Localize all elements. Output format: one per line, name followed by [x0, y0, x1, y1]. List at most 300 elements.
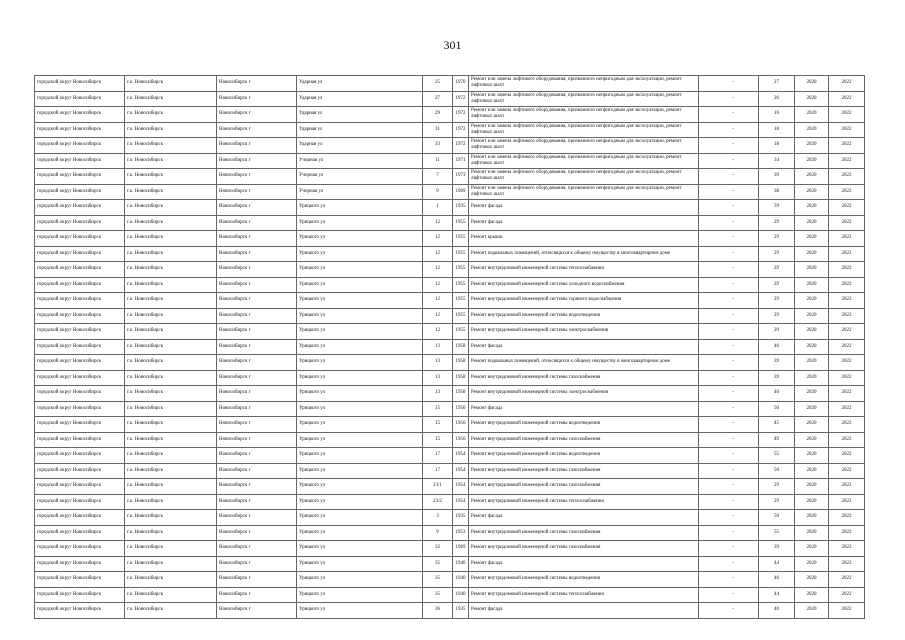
street-cell: Ударная ул — [297, 138, 423, 154]
table-row — [35, 91, 865, 107]
value-cell: 46 — [759, 339, 795, 355]
city-cell: Новосибирск г — [217, 494, 297, 510]
municipality-cell: г.о. Новосибирск — [125, 169, 217, 185]
table-row — [35, 107, 865, 123]
municipality-cell: г.о. Новосибирск — [125, 603, 217, 619]
district-cell: городской округ Новосибирск — [35, 215, 125, 231]
start-year-cell: 2020 — [795, 370, 829, 386]
city-cell: Новосибирск г — [217, 525, 297, 541]
municipality-cell: г.о. Новосибирск — [125, 370, 217, 386]
city-cell: Новосибирск г — [217, 587, 297, 603]
year-built-cell: 1955 — [453, 293, 469, 309]
value-cell: 46 — [759, 572, 795, 588]
work-type-cell: Ремонт внутридомовой инженерной системы газоснабжения — [469, 541, 699, 557]
city-cell: Новосибирск г — [217, 308, 297, 324]
house-number-cell: 23/1 — [423, 479, 453, 495]
table-row — [35, 153, 865, 169]
street-cell: Урицкого ул — [297, 463, 423, 479]
table-row — [35, 386, 865, 402]
city-cell: Новосибирск г — [217, 448, 297, 464]
value-cell: 27 — [759, 76, 795, 92]
start-year-cell: 2020 — [795, 246, 829, 262]
district-cell: городской округ Новосибирск — [35, 153, 125, 169]
city-cell: Новосибирск г — [217, 556, 297, 572]
district-cell: городской округ Новосибирск — [35, 463, 125, 479]
end-year-cell: 2022 — [829, 339, 865, 355]
house-number-cell: 17 — [423, 448, 453, 464]
end-year-cell: 2022 — [829, 510, 865, 526]
end-year-cell: 2022 — [829, 463, 865, 479]
table-row — [35, 122, 865, 138]
house-number-cell: 13 — [423, 386, 453, 402]
work-type-cell: Ремонт крыши — [469, 231, 699, 247]
end-year-cell: 2022 — [829, 293, 865, 309]
year-built-cell: 1972 — [453, 107, 469, 123]
city-cell: Новосибирск г — [217, 386, 297, 402]
municipality-cell: г.о. Новосибирск — [125, 153, 217, 169]
empty-value-cell: - — [699, 432, 759, 448]
street-cell: Урицкого ул — [297, 308, 423, 324]
value-cell: 50 — [759, 401, 795, 417]
district-cell: городской округ Новосибирск — [35, 277, 125, 293]
end-year-cell: 2022 — [829, 572, 865, 588]
city-cell: Новосибирск г — [217, 432, 297, 448]
district-cell: городской округ Новосибирск — [35, 417, 125, 433]
district-cell: городской округ Новосибирск — [35, 184, 125, 200]
work-type-cell: Ремонт внутридомовой инженерной системы водоотведения — [469, 308, 699, 324]
table-row — [35, 231, 865, 247]
year-built-cell: 1954 — [453, 494, 469, 510]
district-cell: городской округ Новосибирск — [35, 401, 125, 417]
city-cell: Новосибирск г — [217, 107, 297, 123]
start-year-cell: 2020 — [795, 107, 829, 123]
city-cell: Новосибирск г — [217, 510, 297, 526]
empty-value-cell: - — [699, 184, 759, 200]
city-cell: Новосибирск г — [217, 262, 297, 278]
street-cell: Урицкого ул — [297, 339, 423, 355]
district-cell: городской округ Новосибирск — [35, 231, 125, 247]
municipality-cell: г.о. Новосибирск — [125, 556, 217, 572]
year-built-cell: 1958 — [453, 386, 469, 402]
street-cell: Урицкого ул — [297, 603, 423, 619]
value-cell: 55 — [759, 525, 795, 541]
empty-value-cell: - — [699, 572, 759, 588]
city-cell: Новосибирск г — [217, 200, 297, 216]
year-built-cell: 1969 — [453, 184, 469, 200]
value-cell: 40 — [759, 386, 795, 402]
value-cell: 16 — [759, 107, 795, 123]
house-number-cell: 12 — [423, 231, 453, 247]
end-year-cell: 2022 — [829, 200, 865, 216]
table-row — [35, 277, 865, 293]
municipality-cell: г.о. Новосибирск — [125, 448, 217, 464]
end-year-cell: 2022 — [829, 231, 865, 247]
work-type-cell: Ремонт подвальных помещений, относящихся к общему имуществу в многоквартирном доме — [469, 246, 699, 262]
house-number-cell: 35 — [423, 572, 453, 588]
year-built-cell: 1969 — [453, 541, 469, 557]
house-number-cell: 32 — [423, 541, 453, 557]
work-type-cell: Ремонт фасада — [469, 215, 699, 231]
empty-value-cell: - — [699, 510, 759, 526]
year-built-cell: 1973 — [453, 169, 469, 185]
city-cell: Новосибирск г — [217, 417, 297, 433]
start-year-cell: 2020 — [795, 324, 829, 340]
start-year-cell: 2020 — [795, 262, 829, 278]
year-built-cell: 1955 — [453, 246, 469, 262]
empty-value-cell: - — [699, 169, 759, 185]
empty-value-cell: - — [699, 370, 759, 386]
empty-value-cell: - — [699, 463, 759, 479]
empty-value-cell: - — [699, 122, 759, 138]
work-type-cell: Ремонт внутридомовой инженерной системы водоотведения — [469, 572, 699, 588]
start-year-cell: 2020 — [795, 587, 829, 603]
value-cell: 29 — [759, 308, 795, 324]
house-number-cell: 12 — [423, 246, 453, 262]
house-number-cell: 33 — [423, 138, 453, 154]
street-cell: Учорная ул — [297, 184, 423, 200]
street-cell: Урицкого ул — [297, 355, 423, 371]
end-year-cell: 2022 — [829, 107, 865, 123]
year-built-cell: 1956 — [453, 401, 469, 417]
year-built-cell: 1971 — [453, 153, 469, 169]
start-year-cell: 2020 — [795, 339, 829, 355]
table-row — [35, 169, 865, 185]
house-number-cell: 13 — [423, 355, 453, 371]
value-cell: 29 — [759, 293, 795, 309]
empty-value-cell: - — [699, 494, 759, 510]
table-row — [35, 76, 865, 92]
value-cell: 26 — [759, 91, 795, 107]
value-cell: 38 — [759, 184, 795, 200]
district-cell: городской округ Новосибирск — [35, 200, 125, 216]
end-year-cell: 2022 — [829, 479, 865, 495]
empty-value-cell: - — [699, 417, 759, 433]
year-built-cell: 1970 — [453, 76, 469, 92]
city-cell: Новосибирск г — [217, 479, 297, 495]
house-number-cell: 3 — [423, 510, 453, 526]
city-cell: Новосибирск г — [217, 215, 297, 231]
empty-value-cell: - — [699, 401, 759, 417]
district-cell: городской округ Новосибирск — [35, 370, 125, 386]
value-cell: 50 — [759, 463, 795, 479]
city-cell: Новосибирск г — [217, 246, 297, 262]
end-year-cell: 2022 — [829, 184, 865, 200]
table-row — [35, 525, 865, 541]
year-built-cell: 1954 — [453, 479, 469, 495]
street-cell: Урицкого ул — [297, 370, 423, 386]
district-cell: городской округ Новосибирск — [35, 525, 125, 541]
end-year-cell: 2022 — [829, 370, 865, 386]
value-cell: 55 — [759, 448, 795, 464]
work-type-cell: Ремонт фасада — [469, 556, 699, 572]
municipality-cell: г.о. Новосибирск — [125, 339, 217, 355]
city-cell: Новосибирск г — [217, 324, 297, 340]
work-type-cell: Ремонт фасада — [469, 603, 699, 619]
municipality-cell: г.о. Новосибирск — [125, 277, 217, 293]
street-cell: Урицкого ул — [297, 448, 423, 464]
year-built-cell: 1955 — [453, 215, 469, 231]
city-cell: Новосибирск г — [217, 184, 297, 200]
start-year-cell: 2020 — [795, 386, 829, 402]
start-year-cell: 2020 — [795, 138, 829, 154]
work-type-cell: Ремонт внутридомовой инженерной системы газоснабжения — [469, 432, 699, 448]
value-cell: 40 — [759, 603, 795, 619]
street-cell: Урицкого ул — [297, 587, 423, 603]
house-number-cell: 12 — [423, 262, 453, 278]
district-cell: городской округ Новосибирск — [35, 339, 125, 355]
year-built-cell: 1940 — [453, 587, 469, 603]
street-cell: Ударная ул — [297, 91, 423, 107]
value-cell: 39 — [759, 355, 795, 371]
municipality-cell: г.о. Новосибирск — [125, 494, 217, 510]
street-cell: Урицкого ул — [297, 215, 423, 231]
table-row — [35, 463, 865, 479]
empty-value-cell: - — [699, 231, 759, 247]
city-cell: Новосибирск г — [217, 122, 297, 138]
year-built-cell: 1953 — [453, 525, 469, 541]
page-number: 301 — [443, 38, 462, 52]
capital-repair-table — [34, 75, 865, 619]
empty-value-cell: - — [699, 603, 759, 619]
value-cell: 44 — [759, 587, 795, 603]
work-type-cell: Ремонт или замена лифтового оборудования, признанного непригодным для эксплуатации, ремонт лифтовых шахт — [469, 107, 699, 123]
district-cell: городской округ Новосибирск — [35, 76, 125, 92]
street-cell: Урицкого ул — [297, 510, 423, 526]
house-number-cell: 15 — [423, 417, 453, 433]
municipality-cell: г.о. Новосибирск — [125, 432, 217, 448]
table-row — [35, 510, 865, 526]
value-cell: 29 — [759, 215, 795, 231]
district-cell: городской округ Новосибирск — [35, 246, 125, 262]
end-year-cell: 2022 — [829, 355, 865, 371]
district-cell: городской округ Новосибирск — [35, 432, 125, 448]
house-number-cell: 9 — [423, 525, 453, 541]
work-type-cell: Ремонт внутридомовой инженерной системы газоснабжения — [469, 525, 699, 541]
start-year-cell: 2020 — [795, 556, 829, 572]
city-cell: Новосибирск г — [217, 541, 297, 557]
value-cell: 45 — [759, 417, 795, 433]
city-cell: Новосибирск г — [217, 339, 297, 355]
value-cell: 39 — [759, 541, 795, 557]
street-cell: Ударная ул — [297, 122, 423, 138]
house-number-cell: 31 — [423, 122, 453, 138]
start-year-cell: 2020 — [795, 293, 829, 309]
district-cell: городской округ Новосибирск — [35, 556, 125, 572]
street-cell: Урицкого ул — [297, 432, 423, 448]
value-cell: 29 — [759, 277, 795, 293]
end-year-cell: 2022 — [829, 277, 865, 293]
table-row — [35, 355, 865, 371]
end-year-cell: 2022 — [829, 494, 865, 510]
city-cell: Новосибирск г — [217, 138, 297, 154]
district-cell: городской округ Новосибирск — [35, 107, 125, 123]
street-cell: Урицкого ул — [297, 494, 423, 510]
house-number-cell: 29 — [423, 107, 453, 123]
start-year-cell: 2020 — [795, 184, 829, 200]
value-cell: 29 — [759, 494, 795, 510]
table-row — [35, 572, 865, 588]
work-type-cell: Ремонт фасада — [469, 401, 699, 417]
house-number-cell: 15 — [423, 432, 453, 448]
work-type-cell: Ремонт подвальных помещений, относящихся к общему имуществу в многоквартирном доме — [469, 355, 699, 371]
empty-value-cell: - — [699, 525, 759, 541]
municipality-cell: г.о. Новосибирск — [125, 510, 217, 526]
empty-value-cell: - — [699, 308, 759, 324]
municipality-cell: г.о. Новосибирск — [125, 401, 217, 417]
table-row — [35, 200, 865, 216]
end-year-cell: 2022 — [829, 138, 865, 154]
year-built-cell: 1958 — [453, 370, 469, 386]
start-year-cell: 2020 — [795, 448, 829, 464]
year-built-cell: 1958 — [453, 355, 469, 371]
end-year-cell: 2022 — [829, 432, 865, 448]
value-cell: 18 — [759, 138, 795, 154]
house-number-cell: 35 — [423, 556, 453, 572]
street-cell: Учорная ул — [297, 153, 423, 169]
district-cell: городской округ Новосибирск — [35, 324, 125, 340]
value-cell: 39 — [759, 169, 795, 185]
year-built-cell: 1972 — [453, 91, 469, 107]
district-cell: городской округ Новосибирск — [35, 169, 125, 185]
district-cell: городской округ Новосибирск — [35, 122, 125, 138]
street-cell: Урицкого ул — [297, 572, 423, 588]
district-cell: городской округ Новосибирск — [35, 572, 125, 588]
start-year-cell: 2020 — [795, 122, 829, 138]
empty-value-cell: - — [699, 107, 759, 123]
municipality-cell: г.о. Новосибирск — [125, 76, 217, 92]
house-number-cell: 36 — [423, 603, 453, 619]
table-row — [35, 184, 865, 200]
value-cell: 39 — [759, 200, 795, 216]
work-type-cell: Ремонт фасада — [469, 510, 699, 526]
empty-value-cell: - — [699, 76, 759, 92]
work-type-cell: Ремонт внутридомовой инженерной системы электроснабжения — [469, 324, 699, 340]
year-built-cell: 1935 — [453, 200, 469, 216]
table-row — [35, 494, 865, 510]
district-cell: городской округ Новосибирск — [35, 293, 125, 309]
table-row — [35, 587, 865, 603]
start-year-cell: 2020 — [795, 277, 829, 293]
municipality-cell: г.о. Новосибирск — [125, 215, 217, 231]
year-built-cell: 1958 — [453, 339, 469, 355]
table-row — [35, 432, 865, 448]
municipality-cell: г.о. Новосибирск — [125, 572, 217, 588]
table-row — [35, 479, 865, 495]
work-type-cell: Ремонт или замена лифтового оборудования, признанного непригодным для эксплуатации, ремонт лифтовых шахт — [469, 169, 699, 185]
start-year-cell: 2020 — [795, 308, 829, 324]
house-number-cell: 35 — [423, 587, 453, 603]
house-number-cell: 13 — [423, 370, 453, 386]
house-number-cell: 17 — [423, 463, 453, 479]
municipality-cell: г.о. Новосибирск — [125, 463, 217, 479]
end-year-cell: 2022 — [829, 448, 865, 464]
municipality-cell: г.о. Новосибирск — [125, 417, 217, 433]
empty-value-cell: - — [699, 541, 759, 557]
work-type-cell: Ремонт или замена лифтового оборудования, признанного непригодным для эксплуатации, ремонт лифтовых шахт — [469, 122, 699, 138]
value-cell: 49 — [759, 432, 795, 448]
house-number-cell: 9 — [423, 184, 453, 200]
end-year-cell: 2022 — [829, 603, 865, 619]
work-type-cell: Ремонт внутридомовой инженерной системы газоснабжения — [469, 479, 699, 495]
municipality-cell: г.о. Новосибирск — [125, 184, 217, 200]
street-cell: Урицкого ул — [297, 541, 423, 557]
work-type-cell: Ремонт или замена лифтового оборудования, признанного непригодным для эксплуатации, ремонт лифтовых шахт — [469, 153, 699, 169]
end-year-cell: 2022 — [829, 386, 865, 402]
start-year-cell: 2020 — [795, 215, 829, 231]
street-cell: Урицкого ул — [297, 401, 423, 417]
work-type-cell: Ремонт внутридомовой инженерной системы водоотведения — [469, 448, 699, 464]
start-year-cell: 2020 — [795, 463, 829, 479]
street-cell: Урицкого ул — [297, 231, 423, 247]
municipality-cell: г.о. Новосибирск — [125, 138, 217, 154]
table-row — [35, 246, 865, 262]
municipality-cell: г.о. Новосибирск — [125, 386, 217, 402]
city-cell: Новосибирск г — [217, 370, 297, 386]
table-row — [35, 417, 865, 433]
start-year-cell: 2020 — [795, 494, 829, 510]
street-cell: Ударная ул — [297, 76, 423, 92]
street-cell: Урицкого ул — [297, 262, 423, 278]
value-cell: 29 — [759, 246, 795, 262]
house-number-cell: 11 — [423, 153, 453, 169]
municipality-cell: г.о. Новосибирск — [125, 91, 217, 107]
table-row — [35, 401, 865, 417]
district-cell: городской округ Новосибирск — [35, 138, 125, 154]
empty-value-cell: - — [699, 91, 759, 107]
table-row — [35, 370, 865, 386]
work-type-cell: Ремонт или замена лифтового оборудования, признанного непригодным для эксплуатации, ремонт лифтовых шахт — [469, 76, 699, 92]
district-cell: городской округ Новосибирск — [35, 91, 125, 107]
start-year-cell: 2020 — [795, 432, 829, 448]
empty-value-cell: - — [699, 153, 759, 169]
district-cell: городской округ Новосибирск — [35, 479, 125, 495]
house-number-cell: 7 — [423, 169, 453, 185]
district-cell: городской округ Новосибирск — [35, 494, 125, 510]
year-built-cell: 1954 — [453, 463, 469, 479]
work-type-cell: Ремонт внутридомовой инженерной системы теплоснабжения — [469, 262, 699, 278]
empty-value-cell: - — [699, 215, 759, 231]
start-year-cell: 2020 — [795, 401, 829, 417]
year-built-cell: 1956 — [453, 432, 469, 448]
end-year-cell: 2022 — [829, 122, 865, 138]
municipality-cell: г.о. Новосибирск — [125, 525, 217, 541]
empty-value-cell: - — [699, 448, 759, 464]
table-row — [35, 448, 865, 464]
work-type-cell: Ремонт внутридомовой инженерной системы горячего водоснабжения — [469, 293, 699, 309]
start-year-cell: 2020 — [795, 603, 829, 619]
year-built-cell: 1972 — [453, 122, 469, 138]
district-cell: городской округ Новосибирск — [35, 603, 125, 619]
street-cell: Учорная ул — [297, 169, 423, 185]
street-cell: Урицкого ул — [297, 386, 423, 402]
city-cell: Новосибирск г — [217, 572, 297, 588]
work-type-cell: Ремонт внутридомовой инженерной системы газоснабжения — [469, 370, 699, 386]
start-year-cell: 2020 — [795, 417, 829, 433]
work-type-cell: Ремонт внутридомовой инженерной системы водоотведения — [469, 417, 699, 433]
street-cell: Урицкого ул — [297, 556, 423, 572]
value-cell: 29 — [759, 262, 795, 278]
district-cell: городской округ Новосибирск — [35, 308, 125, 324]
house-number-cell: 13 — [423, 339, 453, 355]
street-cell: Урицкого ул — [297, 479, 423, 495]
year-built-cell: 1955 — [453, 277, 469, 293]
municipality-cell: г.о. Новосибирск — [125, 308, 217, 324]
end-year-cell: 2022 — [829, 246, 865, 262]
house-number-cell: 27 — [423, 91, 453, 107]
end-year-cell: 2022 — [829, 215, 865, 231]
value-cell: 39 — [759, 370, 795, 386]
work-type-cell: Ремонт внутридомовой инженерной системы газоснабжения — [469, 463, 699, 479]
